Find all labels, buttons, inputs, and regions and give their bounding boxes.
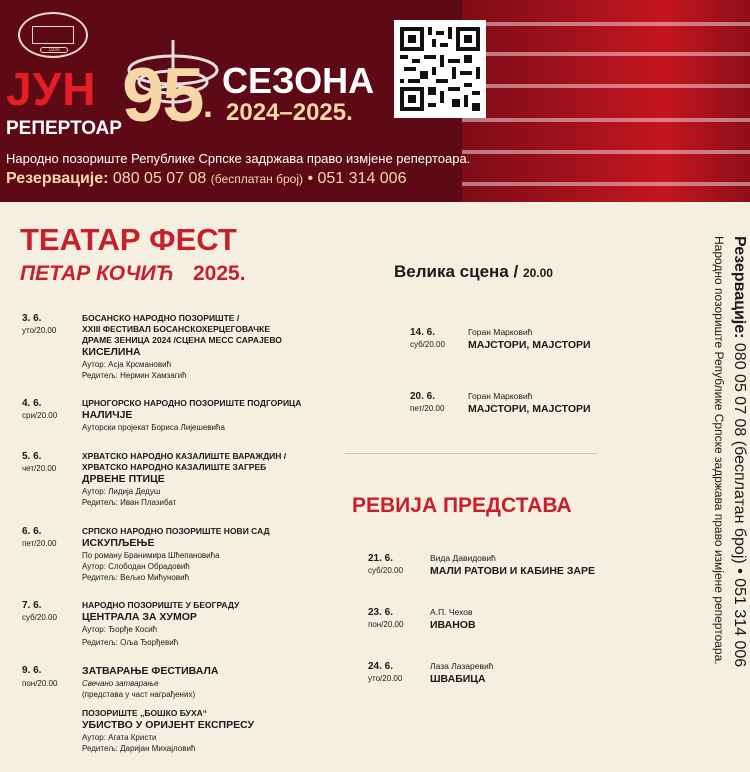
- month-title: ЈУН: [6, 63, 97, 115]
- side-reservations: [712, 236, 748, 756]
- event-date: 7. 6.: [22, 600, 42, 611]
- event-time: уто/20.00: [368, 674, 403, 683]
- event-date: 6. 6.: [22, 526, 42, 537]
- event-title: МАЛИ РАТОВИ И КАБИНЕ ЗАРЕ: [430, 565, 596, 577]
- event-title: ИВАНОВ: [430, 619, 476, 631]
- season-number: 95: [122, 53, 203, 138]
- main-stage-time: 20.00: [522, 266, 553, 280]
- event-credit: Аутор: Лидија Дедуш: [82, 487, 161, 496]
- event-credit: Аутор: Агата Кристи: [82, 733, 157, 742]
- event-author: Лаза Лазаревић: [430, 661, 494, 671]
- event-author: А.П. Чехов: [430, 607, 473, 617]
- event-company: СРПСКО НАРОДНО ПОЗОРИШТЕ НОВИ САД: [82, 526, 270, 536]
- event-time: пон/20.00: [22, 679, 58, 688]
- event-date: 5. 6.: [22, 451, 42, 462]
- event-date: 3. 6.: [22, 313, 42, 324]
- theatre-logo: [18, 12, 88, 58]
- event-date: 14. 6.: [410, 327, 436, 338]
- season-dot: .: [203, 84, 214, 125]
- side-reservations-label: Резервације:: [731, 236, 748, 339]
- event-credit: Редитељ: Даријан Михајловић: [82, 744, 196, 753]
- event-date: 9. 6.: [22, 665, 42, 676]
- main-stage-title: [394, 262, 553, 282]
- main-stage-label: Велика сцена: [394, 262, 509, 281]
- season-word: СЕЗОНА: [222, 60, 375, 101]
- event-title: МАЈСТОРИ, МАЈСТОРИ: [468, 403, 591, 415]
- event-title: НАЛИЧЈЕ: [82, 409, 133, 421]
- event-author: Вида Давидовић: [430, 553, 496, 563]
- event-company: БОСАНСКО НАРОДНО ПОЗОРИШТЕ /: [82, 313, 240, 323]
- event-company: ХРВАТСКО НАРОДНО КАЗАЛИШТЕ ЗАГРЕБ: [82, 462, 267, 472]
- header-banner: [0, 0, 750, 202]
- event-credit: По роману Бранимира Шћепановића: [82, 551, 220, 560]
- revue-title: РЕВИЈА ПРЕДСТАВА: [352, 494, 572, 517]
- phone-free-note: (бесплатан број): [210, 172, 303, 186]
- side-phones[interactable]: 080 05 07 08 (бесплатан број) • 051 314 006: [731, 342, 748, 668]
- event-time: пет/20.00: [22, 539, 57, 548]
- event-date: 21. 6.: [368, 553, 394, 564]
- event-credit: Редитељ: Нермин Хамзагић: [82, 371, 187, 380]
- event-credit: Аутор: Слободан Обрадовић: [82, 562, 190, 571]
- qr-code[interactable]: [394, 20, 486, 118]
- phone-main[interactable]: 080 05 07 08: [112, 170, 207, 187]
- event-credit: Редитељ: Оља Ђорђевић: [82, 638, 179, 647]
- event-author: Горан Марковић: [468, 391, 533, 401]
- event-title: ИСКУПЉЕЊЕ: [82, 537, 155, 549]
- festival-year: 2025.: [193, 262, 246, 285]
- event-credit: Редитељ: Вељко Мићуновић: [82, 573, 190, 582]
- reservations-label: Резервације:: [6, 170, 109, 187]
- event-company: НАРОДНО ПОЗОРИШТЕ У БЕОГРАДУ: [82, 600, 240, 610]
- event-time: чет/20.00: [22, 464, 57, 473]
- repertoire-label: РЕПЕРТОАР: [6, 118, 122, 139]
- event-time: суб/20.00: [410, 340, 445, 349]
- festival-title: ТЕАТАР ФЕСТ: [20, 222, 237, 257]
- event-title: ШВАБИЦА: [430, 673, 486, 685]
- event-company: ХРВАТСКО НАРОДНО КАЗАЛИШТЕ ВАРАЖДИН /: [82, 451, 287, 461]
- qr-code-icon: [400, 26, 480, 112]
- event-credit: Редитељ: Иван Плазибат: [82, 498, 177, 507]
- event-time: сри/20.00: [22, 411, 58, 420]
- event-time: пон/20.00: [368, 620, 404, 629]
- event-title: МАЈСТОРИ, МАЈСТОРИ: [468, 339, 591, 351]
- event-credit: Аутор: Ђорђе Косић: [82, 625, 158, 634]
- main-stage-separator: /: [513, 262, 519, 281]
- event-date: 23. 6.: [368, 607, 394, 618]
- header-notice: Народно позориште Републике Српске задржава право измјене репертоара.: [6, 151, 471, 166]
- event-title: ЗАТВАРАЊЕ ФЕСТИВАЛА: [82, 665, 219, 677]
- event-author: Горан Марковић: [468, 327, 533, 337]
- event-time: суб/20.00: [22, 613, 57, 622]
- phone-separator: •: [307, 170, 314, 187]
- event-time: пет/20.00: [410, 404, 445, 413]
- closing-ceremony: Свечано затварање: [82, 679, 159, 688]
- festival-subtitle: ПЕТАР КОЧИЋ: [20, 262, 174, 285]
- event-title: КИСЕЛИНА: [82, 346, 141, 358]
- event-time: суб/20.00: [368, 566, 403, 575]
- event-time: уто/20.00: [22, 326, 57, 335]
- logo-year: 1930: [40, 47, 68, 53]
- event-credit: Аутор: Асја Крсмановић: [82, 360, 172, 369]
- header-reservations: [6, 170, 406, 188]
- event-title: УБИСТВО У ОРИЈЕНТ ЕКСПРЕСУ: [82, 719, 255, 731]
- event-company: ДРАМЕ ЗЕНИЦА 2024 /СЦЕНА МЕСС САРАЈЕВО: [82, 335, 282, 345]
- phone-second[interactable]: 051 314 006: [317, 170, 407, 187]
- event-date: 24. 6.: [368, 661, 394, 672]
- staircase-photo: [462, 0, 750, 202]
- section-divider: [345, 453, 597, 454]
- event-company: XXIII ФЕСТИВАЛ БОСАНСКОХЕРЦЕГОВАЧКЕ: [82, 324, 271, 334]
- event-company: ЦРНОГОРСКО НАРОДНО ПОЗОРИШТЕ ПОДГОРИЦА: [82, 398, 302, 408]
- event-company: ПОЗОРИШТЕ „БОШКО БУХА“: [82, 708, 208, 718]
- closing-ceremony-note: (представа у част награђених): [82, 690, 196, 699]
- event-date: 20. 6.: [410, 391, 436, 402]
- event-title: ДРВЕНЕ ПТИЦЕ: [82, 473, 165, 485]
- side-notice: Народно позориште Републике Српске задржава право измјене репертоара.: [712, 236, 726, 665]
- season-years: 2024–2025.: [226, 99, 353, 126]
- event-title: ЦЕНТРАЛА ЗА ХУМОР: [82, 611, 197, 623]
- event-credit: Ауторски пројекат Бориса Лијешевића: [82, 423, 225, 432]
- event-date: 4. 6.: [22, 398, 42, 409]
